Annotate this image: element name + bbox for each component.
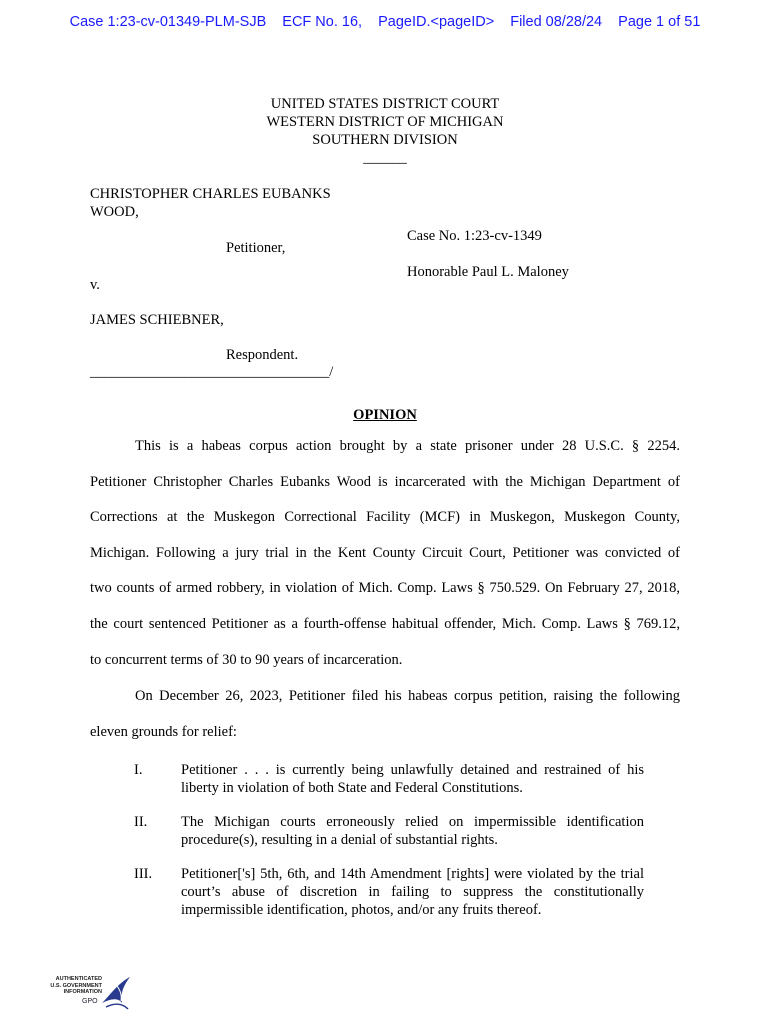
- paragraph-1-line: Corrections at the Muskegon Correctional Facility (MCF) in Muskegon, Muskegon County,: [90, 509, 680, 526]
- header-case-number: Case 1:23-cv-01349-PLM-SJB: [69, 14, 267, 30]
- paragraph-1-line: two counts of armed robbery, in violation of Mich. Comp. Laws § 750.529. On February 27, 2018,: [90, 580, 680, 597]
- judge-name: Honorable Paul L. Maloney: [407, 264, 569, 280]
- case-number: Case No. 1:23-cv-1349: [407, 228, 542, 244]
- header-ecf-number: ECF No. 16,: [282, 14, 363, 30]
- gpo-authentication-logo: [44, 973, 134, 1013]
- paragraph-1-line: to concurrent terms of 30 to 90 years of incarceration.: [90, 651, 403, 668]
- paragraph-1-line: Michigan. Following a jury trial in the Kent County Circuit Court, Petitioner was convicted of: [90, 544, 680, 561]
- gpo-logo-text: [44, 976, 102, 996]
- respondent-name: JAMES SCHIEBNER,: [90, 312, 224, 328]
- opinion-title: OPINION: [353, 407, 417, 423]
- paragraph-2-line: eleven grounds for relief:: [90, 723, 237, 740]
- header-filed-date: Filed 08/28/24: [510, 14, 603, 30]
- petitioner-role: Petitioner,: [226, 240, 286, 256]
- ground-number: III.: [134, 866, 153, 882]
- paragraph-1-line: This is a habeas corpus action brought by a state prisoner under 28 U.S.C. § 2254.: [135, 438, 680, 454]
- ground-item: [134, 865, 644, 919]
- court-heading: [0, 95, 770, 167]
- court-division: SOUTHERN DIVISION: [312, 132, 458, 148]
- paragraph-1-line: Petitioner Christopher Charles Eubanks Wood is incarcerated with the Michigan Department of: [90, 473, 680, 490]
- court-rule: ______: [363, 150, 407, 166]
- gpo-logo-line: U.S. GOVERNMENT: [50, 982, 102, 989]
- respondent-role: Respondent.: [226, 347, 299, 363]
- gpo-logo-line: INFORMATION: [63, 989, 102, 995]
- paragraph-1: [90, 429, 680, 678]
- ground-text: Petitioner['s] 5th, 6th, and 14th Amendment [rights] were violated by the trial court’s abuse of discretion in failing to suppress the constitutionally impermissible identification, photos, and/or any fruits thereof.: [181, 866, 644, 918]
- petitioner-name-line2: WOOD,: [90, 204, 139, 220]
- gpo-logo-line: AUTHENTICATED: [55, 976, 102, 982]
- court-name: UNITED STATES DISTRICT COURT: [270, 96, 500, 112]
- caption-closing-line: _________________________________/: [90, 364, 334, 380]
- ground-text: The Michigan courts erroneously relied on impermissible identification procedure(s), resulting in a denial of substantial rights.: [181, 814, 644, 848]
- ground-number: II.: [134, 814, 148, 830]
- gpo-eagle-icon: [96, 973, 134, 1013]
- ecf-header: [0, 14, 770, 30]
- ground-item: [134, 761, 644, 797]
- petitioner-name-line1: CHRISTOPHER CHARLES EUBANKS: [90, 186, 331, 202]
- paragraph-2: [90, 679, 680, 750]
- versus-label: v.: [90, 277, 100, 293]
- ground-item: [134, 813, 644, 849]
- ground-number: I.: [134, 762, 143, 778]
- paragraph-1-line: the court sentenced Petitioner as a fourth-offense habitual offender, Mich. Comp. Laws § 769.12,: [90, 615, 680, 632]
- gpo-mark: GPO: [82, 998, 98, 1005]
- paragraph-2-line: On December 26, 2023, Petitioner filed his habeas corpus petition, raising the following: [135, 688, 680, 704]
- grounds-list: [134, 761, 644, 935]
- court-district: WESTERN DISTRICT OF MICHIGAN: [266, 114, 504, 130]
- header-pageid: PageID.<pageID>: [378, 14, 495, 30]
- header-page-count: Page 1 of 51: [618, 14, 701, 30]
- ground-text: Petitioner . . . is currently being unlawfully detained and restrained of his liberty in violation of both State and Federal Constitutions.: [181, 762, 644, 796]
